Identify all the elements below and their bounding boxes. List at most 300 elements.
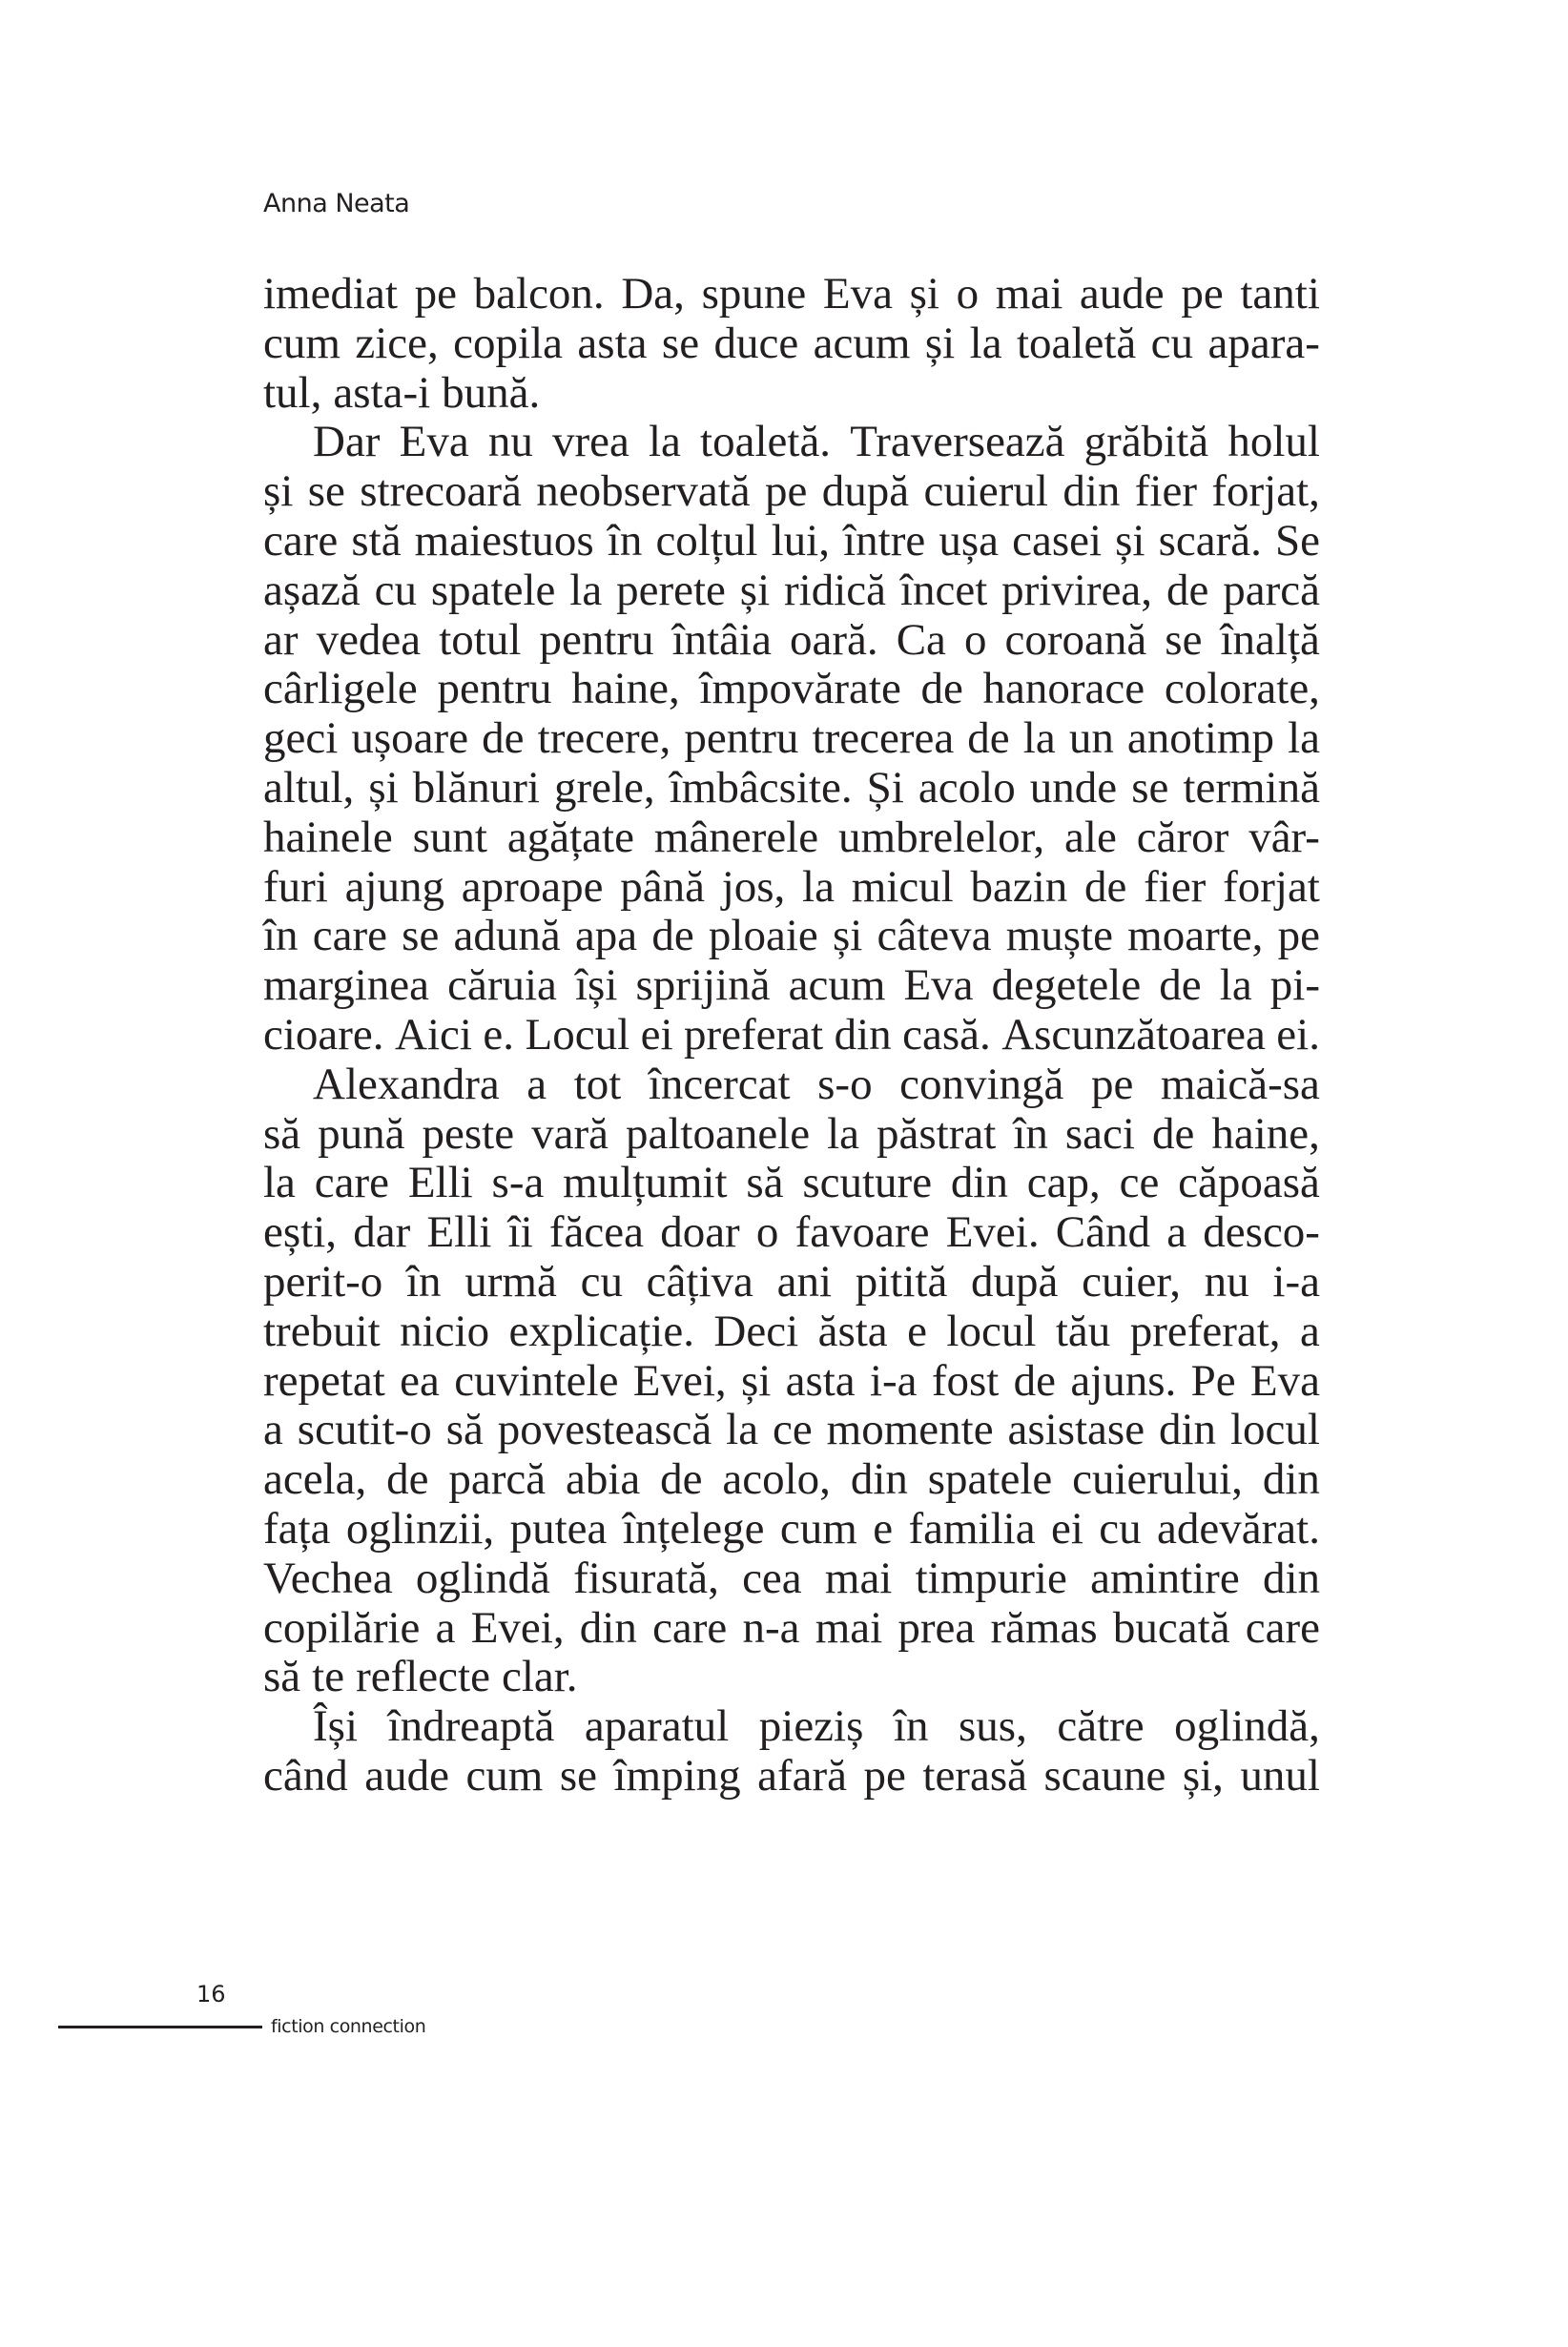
word: și, [1182,1750,1224,1801]
word: colorate, [1164,664,1320,714]
word: un [1068,713,1114,764]
word: putea [509,1503,608,1554]
word: asta-i [333,367,431,418]
word: mânerele [653,812,819,862]
word: făcea [548,1207,644,1258]
word: pentru [539,614,654,665]
word: prea [897,1602,976,1653]
word: toaletă [1016,318,1137,368]
word: o [755,1207,779,1258]
word: adevărat. [1157,1503,1320,1554]
word: unul [1240,1750,1320,1801]
word: forjat [1223,861,1320,912]
word: și [739,565,771,615]
word: anotimp [1126,713,1274,764]
word: degetele [991,960,1142,1011]
word: hainele [263,812,393,862]
word: cu [580,1256,623,1307]
word: după [821,466,910,517]
word: acela, [263,1454,367,1505]
word: să [263,1108,301,1159]
word: pentru [684,713,799,764]
word: la [1219,960,1252,1011]
word: casei [1012,515,1103,566]
word: Evei, [470,1602,565,1653]
word: familia [908,1503,1036,1554]
text-line [263,517,1320,566]
text-line [263,418,1320,467]
text-line [263,1159,1320,1208]
text-line [263,1505,1320,1554]
word: Elli [407,1158,473,1208]
word: sus, [959,1701,1027,1752]
word: apara- [1207,318,1320,368]
word: și [740,1355,772,1406]
word: marginea [263,960,430,1011]
word: Când [1055,1207,1151,1258]
word: fisurată, [573,1553,719,1603]
word: Și [866,762,904,813]
text-line [263,1702,1320,1752]
word: Evei. [945,1207,1040,1258]
word: Evei, [632,1355,727,1406]
word: la [827,1108,860,1159]
word: de [651,911,694,961]
word: cea [742,1553,802,1603]
text-line [263,665,1320,714]
word: aude [364,1750,449,1801]
text-line [263,1208,1320,1258]
word: cum [465,1750,544,1801]
word: păstrat [877,1108,997,1159]
text-line [263,1455,1320,1505]
word: încercat [648,1059,791,1109]
word: din [1262,1553,1320,1603]
word: e [907,1306,927,1356]
word: se [661,318,700,368]
text-line [263,1307,1320,1357]
text-line [263,566,1320,616]
word: în [1013,1108,1048,1159]
word: ajung [344,861,445,912]
word: desco- [1203,1207,1320,1258]
word: și [832,911,863,961]
word: pe [414,269,457,319]
word: Eva [1249,1355,1320,1406]
word: din [1262,1454,1320,1505]
text-line [263,1357,1320,1407]
word: care [314,1158,389,1208]
word: trebuit [263,1306,381,1356]
word: preferat [684,1009,824,1060]
word: la [802,861,835,912]
word: ajuns. [1070,1355,1177,1406]
text-line [263,270,1320,319]
word: oglindă [415,1553,550,1603]
word: Dar [313,417,381,467]
word: Locul [525,1009,630,1060]
word: copilărie [263,1602,421,1653]
text-line [263,912,1320,961]
word: mulțumit [563,1158,728,1208]
word: coroană [1004,614,1147,665]
word: ce [1119,1158,1160,1208]
word: ploaie [708,911,818,961]
word: maiestuos [414,515,594,566]
word: pe [1277,911,1320,961]
word: din [834,1009,892,1060]
word: hanorace [982,664,1145,714]
word: pentru [437,664,552,714]
word: oglindă, [1174,1701,1320,1752]
word: împing [613,1750,741,1801]
word: se [402,911,440,961]
word: ușa [939,515,999,566]
word: tot [573,1059,622,1109]
word: Pe [1190,1355,1236,1406]
word: către [1057,1701,1145,1752]
word: a [1166,1207,1187,1258]
word: la [969,318,1002,368]
word: parcă [1223,565,1320,615]
text-line [263,616,1320,666]
word: Deci [713,1306,799,1356]
word: vrea [551,417,629,467]
word: tul, [263,367,322,418]
word: timpurie [915,1553,1067,1603]
word: la [569,565,603,615]
word: pi- [1269,960,1320,1011]
word: pieziș [758,1701,864,1752]
word: din [1063,466,1121,517]
word: Eva [822,269,893,319]
word: terasă [922,1750,1027,1801]
word: care [263,515,339,566]
word: rămas [990,1602,1098,1653]
word: în [607,515,643,566]
word: preferat, [1129,1306,1281,1356]
word: neobservată [536,466,751,517]
word: se [1165,614,1203,665]
word: asta [785,1355,856,1406]
word: acolo, [722,1454,831,1505]
word: termină [1183,762,1320,813]
word: și [1115,515,1145,566]
word: Ca [896,614,946,665]
word: cioare. [263,1009,384,1060]
word: Elli [426,1207,492,1258]
word: s-a [491,1158,545,1208]
word: ani [776,1256,833,1307]
word: spatele [927,1454,1053,1505]
word: bazin [970,861,1068,912]
word: sprijină [635,960,771,1011]
word: privirea, [1001,565,1153,615]
word: blănuri [412,762,540,813]
word: locul [946,1306,1037,1356]
word: saci [1064,1108,1135,1159]
word: ăsta [817,1306,888,1356]
word: scutit-o [297,1405,432,1455]
word: la [1022,713,1056,764]
word: lui, [771,515,830,566]
word: întâia [671,614,772,665]
word: ce [773,1405,813,1455]
word: să [445,1405,484,1455]
word: Eva [903,960,974,1011]
running-head-author: Anna Neata [263,189,410,218]
word: grăbită [1083,417,1209,467]
word: Eva [399,417,469,467]
word: urmă [464,1256,557,1307]
word: de [1151,1108,1195,1159]
word: ridică [784,565,887,615]
word: înțelege [622,1503,765,1554]
word: până [620,861,705,912]
word: favoare [794,1207,930,1258]
word: din [1158,1405,1217,1455]
text-line [263,467,1320,517]
word: fier [1144,861,1207,912]
word: pe [765,466,808,517]
word: Traversează [850,417,1065,467]
word: clar. [501,1652,578,1702]
word: de [1084,861,1127,912]
body-text [263,270,1320,1801]
word: nu [1204,1256,1249,1307]
word: momente [826,1405,994,1455]
word: n-a [742,1602,800,1653]
word: e [873,1503,894,1554]
word: jos, [721,861,786,912]
word: din [850,1454,908,1505]
word: zice, [355,318,439,368]
word: totul [439,614,522,665]
word: imediat [263,269,398,319]
text-line [263,1258,1320,1307]
word: o [963,614,987,665]
word: să [263,1652,301,1702]
word: s-o [817,1059,873,1109]
word: ale [1064,812,1117,862]
word: cuier, [1082,1256,1181,1307]
word: aude [1079,269,1165,319]
word: a [263,1405,283,1455]
word: care [1245,1602,1320,1653]
word: parcă [448,1454,547,1505]
text-line [263,764,1320,813]
word: o [956,269,980,319]
word: nu [487,417,533,467]
word: și [909,269,939,319]
word: cuvintele [454,1355,619,1406]
text-line [263,1060,1320,1110]
text-line [263,369,1320,419]
word: dar [353,1207,411,1258]
word: cu [374,565,417,615]
word: haine, [1211,1108,1320,1159]
word: fața [263,1503,331,1554]
word: agățate [506,812,634,862]
word: cuierului, [1072,1454,1243,1505]
text-line [263,1406,1320,1455]
word: trecere, [537,713,671,764]
word: așază [263,565,361,615]
word: scară. [1158,515,1262,566]
text-line [263,319,1320,369]
word: povestească [497,1405,712,1455]
word: cap, [1026,1158,1101,1208]
word: duce [713,318,799,368]
word: aproape [461,861,604,912]
word: peste [422,1108,515,1159]
word: asistase [1007,1405,1145,1455]
word: fost [931,1355,1000,1406]
word: pe [1090,1059,1134,1109]
word: cum [779,1503,857,1554]
word: și [263,466,294,517]
word: ea [400,1355,440,1406]
word: ei. [1276,1009,1320,1060]
word: Ascunzătoarea [1001,1009,1266,1060]
word: ar [263,614,299,665]
word: acolo [918,762,1016,813]
word: și [368,762,399,813]
text-line [263,1604,1320,1654]
word: te [312,1652,345,1702]
word: vedea [316,614,422,665]
word: se [1131,762,1169,813]
text-line [263,1011,1320,1060]
word: forjat, [1211,466,1320,517]
word: care [652,1602,728,1653]
word: oară. [790,614,878,665]
text-line [263,1554,1320,1604]
word: se [307,466,345,517]
word: vară [531,1108,609,1159]
word: spatele [430,565,556,615]
word: haine, [571,664,680,714]
word: convingă [899,1059,1064,1109]
word: a [435,1602,456,1653]
word: i-a [1272,1256,1320,1307]
word: după [971,1256,1059,1307]
word: paltoanele [625,1108,811,1159]
word: adună [453,911,561,961]
word: căpoasă [1178,1158,1320,1208]
word: acum [813,318,911,368]
word: micul [851,861,954,912]
word: perete [616,565,726,615]
word: fier [1134,466,1197,517]
word: se [559,1750,597,1801]
word: moarte, [1127,911,1264,961]
word: toaletă. [700,417,832,467]
word: îndreaptă [387,1701,555,1752]
word: Își [313,1701,358,1752]
word: când [263,1750,348,1801]
word: pe [1181,269,1224,319]
word: sunt [412,812,487,862]
word: doar [660,1207,740,1258]
word: furi [263,861,328,912]
word: maică-sa [1160,1059,1320,1109]
word: în [893,1701,929,1752]
text-line [263,1752,1320,1801]
word: casă. [902,1009,991,1060]
word: mai [824,1553,893,1603]
footer-rule [58,2026,262,2028]
word: balcon. [473,269,605,319]
word: spune [701,269,807,319]
word: acum [788,960,886,1011]
word: Aici [395,1009,472,1060]
word: holul [1228,417,1320,467]
word: cu [1150,318,1194,368]
word: de [660,1454,703,1505]
word: de [920,664,963,714]
word: de [482,713,525,764]
word: cârligele [263,664,418,714]
word: i-a [869,1355,918,1406]
word: din [579,1602,637,1653]
page-number: 16 [196,1981,226,2007]
word: Vechea [263,1553,393,1603]
word: aparatul [584,1701,730,1752]
word: câteva [877,911,992,961]
word: pună [318,1108,405,1159]
word: de [386,1454,429,1505]
word: copila [453,318,563,368]
text-line [263,863,1320,913]
word: care [312,911,387,961]
word: scuture [802,1158,933,1208]
word: împovărate [699,664,901,714]
word: a [1300,1306,1320,1356]
word: cum [263,318,340,368]
word: perit-o [263,1256,383,1307]
word: la [1288,713,1320,764]
word: umbrelelor, [838,812,1045,862]
word: reflecte [356,1652,490,1702]
word: nicio [400,1306,490,1356]
word: ești, [263,1207,338,1258]
word: între [843,515,926,566]
word: Se [1275,515,1320,566]
word: cuierul [923,466,1048,517]
text-line [263,1653,1320,1702]
word: la [648,417,681,467]
word: pe [863,1750,906,1801]
word: de [967,713,1010,764]
word: grele, [553,762,655,813]
word: abia [566,1454,641,1505]
word: ei [1050,1503,1083,1554]
word: pitită [855,1256,948,1307]
word: unde [1029,762,1118,813]
word: de [1159,960,1202,1011]
word: își [575,960,618,1011]
word: ușoare [351,713,469,764]
word: altul, [263,762,355,813]
text-line [263,714,1320,764]
word: oglinzii, [345,1503,495,1554]
word: încet [899,565,988,615]
word: trecerea [812,713,955,764]
word: strecoară [360,466,522,517]
word: scaune [1043,1750,1166,1801]
word: tău [1055,1306,1111,1356]
